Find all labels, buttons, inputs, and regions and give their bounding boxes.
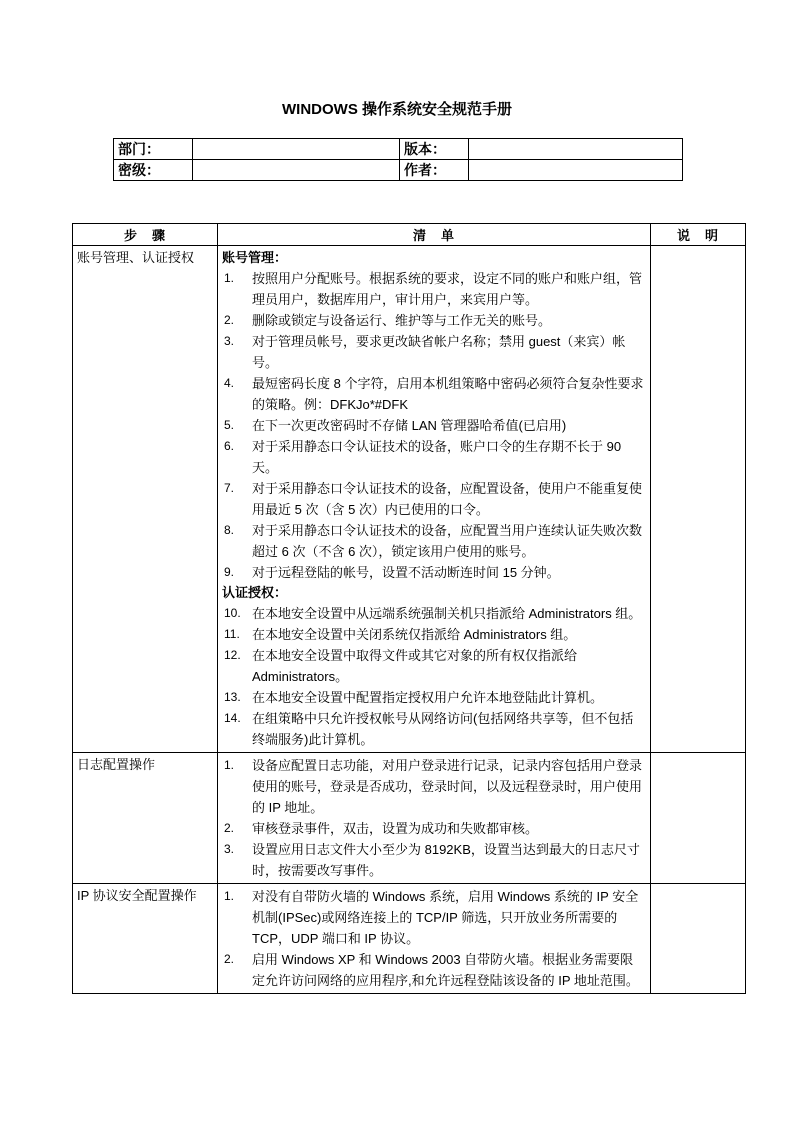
- item-number: 1.: [224, 271, 235, 285]
- checklist-cell: [218, 753, 651, 884]
- list-item: [222, 268, 646, 310]
- item-text: 删除或锁定与设备运行、维护等与工作无关的账号。: [252, 313, 552, 328]
- item-text: 设置应用日志文件大小至少为 8192KB，设置当达到最大的日志尺寸时，按需要改写事件。: [252, 842, 640, 878]
- dept-value: [193, 139, 400, 160]
- list-item: [222, 331, 646, 373]
- checklist: [222, 268, 646, 583]
- header-note: 说 明: [651, 224, 746, 246]
- table-row: [73, 246, 746, 753]
- checklist-cell: [218, 246, 651, 753]
- section-heading: 认证授权：: [222, 585, 288, 600]
- list-item: [222, 624, 646, 645]
- item-number: 3.: [224, 334, 235, 348]
- table-row: [73, 753, 746, 884]
- list-item: [222, 755, 646, 818]
- item-number: 8.: [224, 523, 235, 537]
- level-label: 密级：: [114, 160, 193, 181]
- item-number: 2.: [224, 952, 235, 966]
- list-item: [222, 310, 646, 331]
- checklist: [222, 886, 646, 991]
- item-number: 1.: [224, 758, 235, 772]
- note-cell: [651, 884, 746, 994]
- item-number: 3.: [224, 842, 235, 856]
- item-number: 10.: [224, 606, 241, 620]
- item-number: 12.: [224, 648, 241, 662]
- step-cell: 账号管理、认证授权: [73, 246, 218, 753]
- item-number: 14.: [224, 711, 241, 725]
- item-text: 对于采用静态口令认证技术的设备，账户口令的生存期不长于 90 天。: [252, 439, 622, 475]
- list-item: [222, 818, 646, 839]
- item-text: 对于远程登陆的帐号，设置不活动断连时间 15 分钟。: [252, 565, 560, 580]
- list-item: [222, 373, 646, 415]
- item-text: 在本地安全设置中配置指定授权用户允许本地登陆此计算机。: [252, 690, 604, 705]
- meta-table: [113, 138, 683, 181]
- level-value: [193, 160, 400, 181]
- version-label: 版本：: [400, 139, 469, 160]
- list-item: [222, 886, 646, 949]
- item-text: 对于采用静态口令认证技术的设备，应配置当用户连续认证失败次数超过 6 次（不含 6 次），锁定该用户使用的账号。: [252, 523, 643, 559]
- item-text: 对于采用静态口令认证技术的设备，应配置设备，使用户不能重复使用最近 5 次（含 5 次）内已使用的口令。: [252, 481, 643, 517]
- item-text: 在下一次更改密码时不存储 LAN 管理器哈希值(已启用): [252, 418, 567, 433]
- item-number: 2.: [224, 313, 235, 327]
- version-value: [469, 139, 683, 160]
- dept-label: 部门：: [114, 139, 193, 160]
- list-item: [222, 562, 646, 583]
- checklist: [222, 603, 646, 750]
- note-cell: [651, 246, 746, 753]
- meta-row: [114, 139, 683, 160]
- list-item: [222, 520, 646, 562]
- list-item: [222, 708, 646, 750]
- item-text: 在组策略中只允许授权帐号从网络访问(包括网络共享等，但不包括终端服务)此计算机。: [252, 711, 634, 747]
- item-number: 7.: [224, 481, 235, 495]
- list-item: [222, 839, 646, 881]
- item-text: 设备应配置日志功能，对用户登录进行记录，记录内容包括用户登录使用的账号，登录是否成功，登录时间，以及远程登录时，用户使用的 IP 地址。: [252, 758, 643, 815]
- section-heading: 账号管理：: [222, 250, 288, 265]
- item-number: 13.: [224, 690, 241, 704]
- item-text: 对于管理员帐号，要求更改缺省帐户名称；禁用 guest（来宾）帐号。: [252, 334, 626, 370]
- list-item: [222, 687, 646, 708]
- table-header-row: [73, 224, 746, 246]
- item-text: 按照用户分配账号。根据系统的要求，设定不同的账户和账户组，管理员用户，数据库用户，审计用户，来宾用户等。: [252, 271, 643, 307]
- checklist-table: [72, 223, 746, 994]
- list-item: [222, 415, 646, 436]
- list-item: [222, 949, 646, 991]
- item-text: 启用 Windows XP 和 Windows 2003 自带防火墙。根据业务需要限定允许访问网络的应用程序,和允许远程登陆该设备的 IP 地址范围。: [252, 952, 639, 988]
- note-cell: [651, 753, 746, 884]
- author-label: 作者：: [400, 160, 469, 181]
- item-text: 在本地安全设置中从远端系统强制关机只指派给 Administrators 组。: [252, 606, 642, 621]
- list-item: [222, 478, 646, 520]
- item-text: 在本地安全设置中取得文件或其它对象的所有权仅指派给 Administrators。: [252, 648, 578, 684]
- item-number: 1.: [224, 889, 235, 903]
- list-item: [222, 436, 646, 478]
- checklist: [222, 755, 646, 881]
- step-cell: IP 协议安全配置操作: [73, 884, 218, 994]
- table-row: [73, 884, 746, 994]
- header-checklist: 清 单: [218, 224, 651, 246]
- item-text: 最短密码长度 8 个字符，启用本机组策略中密码必须符合复杂性要求的策略。例：DFKJo*#DFK: [252, 376, 644, 412]
- list-item: [222, 645, 646, 687]
- item-number: 2.: [224, 821, 235, 835]
- item-text: 在本地安全设置中关闭系统仅指派给 Administrators 组。: [252, 627, 577, 642]
- document-title: WINDOWS 操作系统安全规范手册: [282, 101, 512, 118]
- item-text: 审核登录事件，双击，设置为成功和失败都审核。: [252, 821, 539, 836]
- header-step: 步 骤: [73, 224, 218, 246]
- checklist-cell: [218, 884, 651, 994]
- item-number: 9.: [224, 565, 235, 579]
- item-text: 对没有自带防火墙的 Windows 系统，启用 Windows 系统的 IP 安全机制(IPSec)或网络连接上的 TCP/IP 筛选，只开放业务所需要的 TCP，UDP 端口和 IP 协议。: [252, 889, 639, 946]
- item-number: 5.: [224, 418, 235, 432]
- item-number: 6.: [224, 439, 235, 453]
- step-cell: 日志配置操作: [73, 753, 218, 884]
- item-number: 4.: [224, 376, 235, 390]
- meta-row: [114, 160, 683, 181]
- list-item: [222, 603, 646, 624]
- author-value: [469, 160, 683, 181]
- item-number: 11.: [224, 627, 240, 641]
